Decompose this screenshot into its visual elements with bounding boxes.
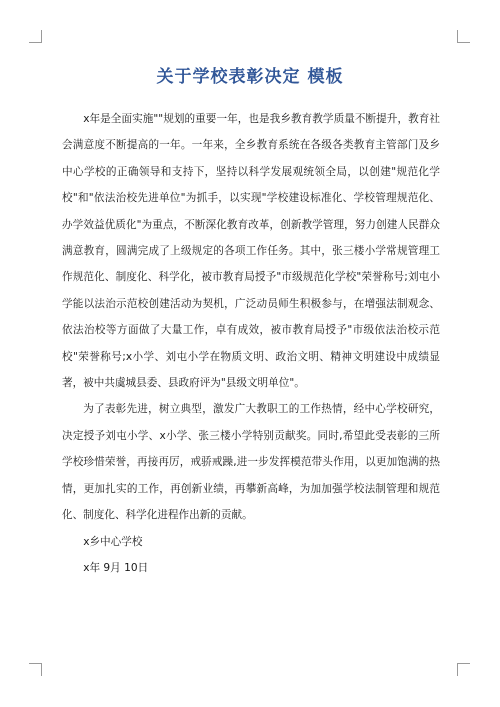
corner-mark-top-right (457, 30, 470, 43)
corner-mark-bottom-left (29, 663, 42, 676)
document-body (62, 106, 440, 581)
signature-issuer: x乡中心学校 (83, 535, 143, 548)
corner-mark-top-left (29, 30, 42, 43)
paragraph-decision: 为了表彰先进，树立典型，激发广大教职工的工作热情，经中心学校研究，决定授予刘屯小学、x小学、张三楼小学特别贡献奖。同时,希望此受表彰的三所学校珍惜荣誉，再接再厉，戒骄戒躁,进一步发挥模范带头作用，以更加饱满的热情，更加扎实的工作，再创新业绩，再攀新高峰，为加加强学校法制管理和规范化、制度化、科学化进程作出新的贡献。 (62, 403, 440, 522)
document-title: 关于学校表彰决定 模板 (156, 67, 344, 87)
paragraph-achievements: x年是全面实施""规划的重要一年，也是我乡教育教学质量不断提升，教育社会满意度不断提高的一年。一年来，全乡教育系统在各级各类教育主管部门及乡中心学校的正确领导和支持下，坚持以科学发展观统领全局，以创建"规范化学校"和"依法治校先进单位"为抓手，以实现"学校建设标准化、学校管理规范化、办学效益优质化"为重点，不断深化教育改革，创新教学管理，努力创建人民群众满意教育，圆满完成了上级规定的各项工作任务。其中，张三楼小学常规管理工作规范化、制度化、科学化，被市教育局授予"市级规范化学校"荣誉称号;刘屯小学能以法治示范校创建活动为契机，广泛动员师生积极参与，在增强法制观念、依法治校等方面做了大量工作，卓有成效，被市教育局授予"市级依法治校示范校"荣誉称号;x小学、刘屯小学在物质文明、政治文明、精神文明建设中成绩显著，被中共虞城县委、县政府评为"县级文明单位"。 (62, 113, 440, 390)
corner-mark-bottom-right (457, 663, 470, 676)
signature-date: x年 9月 10日 (83, 561, 149, 574)
